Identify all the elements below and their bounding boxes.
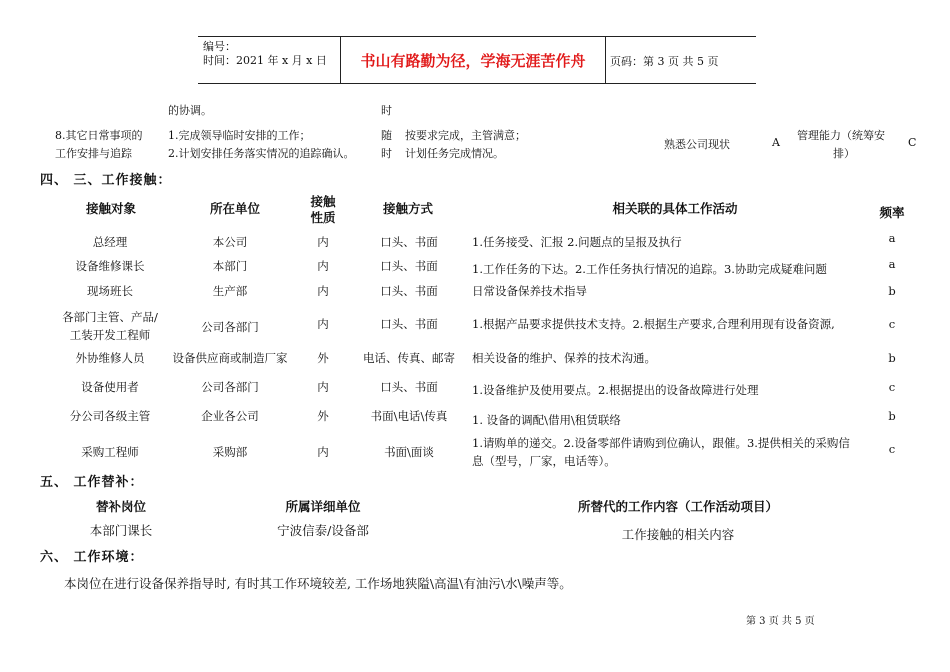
section-title-work-contact: 四、 三、工作接触：: [40, 173, 172, 188]
contact-method: 口头、书面: [380, 284, 438, 298]
contact-method: 口头、书面: [380, 380, 438, 394]
section-title-work-substitute: 五、 工作替补：: [40, 475, 144, 490]
document-time: 时间：2021 年 x 月 x 日: [203, 54, 327, 67]
row8-level-ability: C: [908, 136, 917, 149]
contact-nature: 内: [317, 317, 329, 331]
row8-desc-line2: 2.计划安排任务落实情况的追踪确认。: [168, 147, 355, 160]
contact-unit: 采购部: [212, 445, 248, 459]
col-header-substitute-post: 替补岗位: [95, 499, 146, 514]
contact-target: 现场班长: [87, 284, 133, 298]
contact-nature: 外: [317, 351, 329, 365]
col-header-activity: 相关联的具体工作活动: [612, 201, 738, 216]
row8-item-line2: 工作安排与追踪: [55, 147, 132, 160]
header-motto: 书山有路勤为径，学海无涯苦作舟: [340, 37, 606, 84]
substitute-post: 本部门课长: [89, 523, 153, 538]
row8-desc-line1: 1.完成领导临时安排的工作；: [168, 129, 311, 142]
row8-ability-line1: 管理能力（统筹安: [797, 129, 885, 142]
contact-activity: 1.任务接受、汇报 2.问题点的呈报及执行: [472, 235, 682, 249]
substitute-content: 工作接触的相关内容: [621, 527, 735, 542]
contact-nature: 外: [317, 409, 329, 423]
work-environment-text: 本岗位在进行设备保养指导时, 有时其工作环境较差, 工作场地狭隘\高温\有油污\水\噪声等。: [64, 576, 572, 591]
col-header-nature: [298, 194, 348, 226]
contact-target: 各部门主管、产品/: [62, 310, 158, 324]
contact-unit: 设备供应商或制造厂家: [172, 351, 288, 365]
contact-target-line2: 工装开发工程师: [69, 328, 151, 342]
contact-unit: 企业各公司: [201, 409, 259, 423]
contact-activity: 1.设备维护及使用要点。2.根据提出的设备故障进行处理: [472, 383, 759, 397]
contact-target: 总经理: [92, 235, 128, 249]
contact-method: 书面\面谈: [384, 445, 434, 459]
contact-unit: 本部门: [212, 259, 248, 273]
col-header-target: 接触对象: [85, 201, 136, 216]
row8-time-line2: 时: [381, 147, 392, 160]
document-number-label: 编号：: [203, 40, 236, 53]
contact-frequency: b: [888, 351, 896, 365]
contact-nature: 内: [317, 284, 329, 298]
footer-page-number: 第 3 页 共 5 页: [746, 616, 815, 627]
header-meta: [198, 37, 340, 84]
contact-activity: 1.工作任务的下达。2.工作任务执行情况的追踪。3.协助完成疑难问题: [472, 262, 827, 276]
contact-frequency: a: [888, 231, 896, 245]
row8-standard-line2: 计划任务完成情况。: [405, 147, 504, 160]
contact-unit: 生产部: [212, 284, 248, 298]
contact-activity: 1.根据产品要求提供技术支持。2.根据生产要求,合理利用现有设备资源,: [472, 317, 835, 331]
contact-target: 设备使用者: [81, 380, 139, 394]
contact-target: 采购工程师: [81, 445, 139, 459]
contact-method: 书面\电话\传真: [370, 409, 448, 423]
section-title-work-environment: 六、 工作环境：: [40, 550, 144, 565]
row8-ability-line2: 排）: [833, 147, 855, 160]
contact-nature: 内: [317, 380, 329, 394]
contact-unit: 公司各部门: [201, 320, 259, 334]
row8-item-line1: 8.其它日常事项的: [55, 129, 143, 142]
contact-activity: 1. 设备的调配\借用\租赁联络: [472, 413, 621, 427]
row8-standard-line1: 按要求完成，主管满意；: [405, 129, 526, 142]
contact-activity: 相关设备的维护、保养的技术沟通。: [472, 351, 656, 365]
contact-frequency: b: [888, 284, 896, 298]
contact-activity-line2: 息（型号，厂家，电话等）。: [472, 454, 616, 468]
contact-method: 口头、书面: [380, 235, 438, 249]
contact-nature: 内: [317, 235, 329, 249]
contact-method: 口头、书面: [380, 317, 438, 331]
col-header-nature-line1: 接触: [310, 194, 336, 209]
contact-frequency: a: [888, 257, 896, 271]
col-header-frequency: 频率: [879, 205, 905, 220]
col-header-substitute-content: 所替代的工作内容（工作活动项目）: [577, 499, 778, 514]
header-page-number: 页码：第 3 页 共 5 页: [610, 54, 719, 68]
contact-unit: 公司各部门: [201, 380, 259, 394]
contact-unit: 本公司: [212, 235, 248, 249]
prev-row-continuation: 的协调。: [168, 104, 212, 117]
contact-nature: 内: [317, 259, 329, 273]
contact-method: 口头、书面: [380, 259, 438, 273]
prev-row-time-continuation: 时: [381, 104, 392, 117]
page-header: [198, 36, 756, 84]
contact-method: 电话、传真、邮寄: [363, 351, 455, 365]
col-header-method: 接触方式: [382, 201, 433, 216]
col-header-unit: 所在单位: [209, 201, 260, 216]
row8-knowledge: 熟悉公司现状: [664, 138, 730, 151]
row8-time-line1: 随: [381, 129, 392, 142]
contact-nature: 内: [317, 445, 329, 459]
contact-frequency: c: [888, 380, 896, 394]
row8-level-knowledge: A: [772, 136, 780, 149]
contact-target: 外协维修人员: [75, 351, 145, 365]
substitute-unit: 宁波信泰/设备部: [277, 523, 369, 538]
contact-target: 分公司各级主管: [69, 409, 151, 423]
contact-frequency: c: [888, 317, 896, 331]
contact-target: 设备维修课长: [75, 259, 145, 273]
contact-activity: 日常设备保养技术指导: [472, 284, 587, 298]
contact-frequency: b: [888, 409, 896, 423]
contact-frequency: c: [888, 442, 896, 456]
contact-activity: 1.请购单的递交。2.设备零部件请购到位确认，跟催。3.提供相关的采购信: [472, 436, 850, 450]
col-header-substitute-unit: 所属详细单位: [285, 499, 361, 514]
col-header-nature-line2: 性质: [310, 210, 336, 225]
